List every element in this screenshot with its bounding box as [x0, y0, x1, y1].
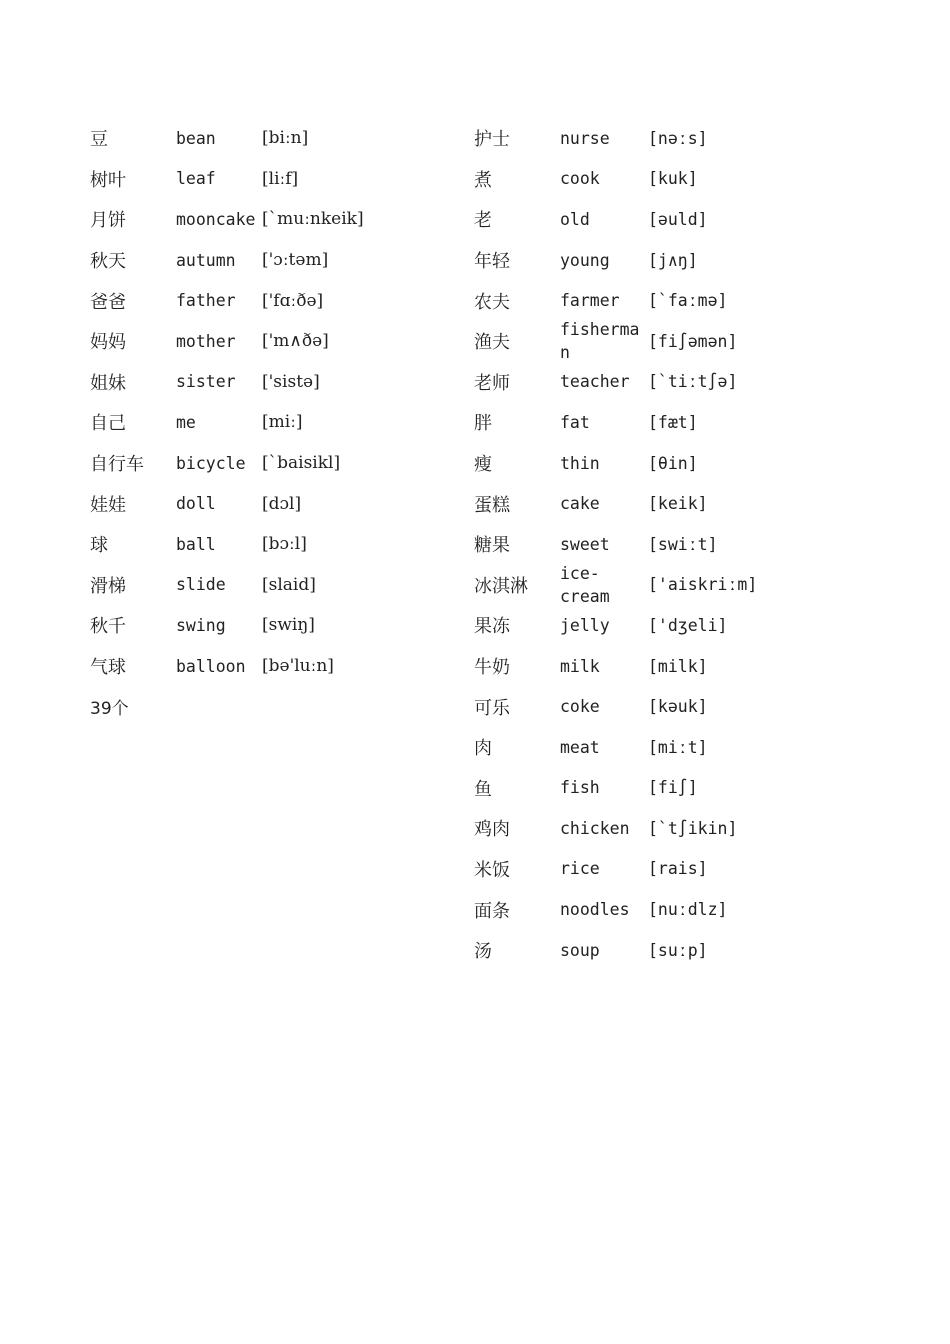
- chinese-word: 秋千: [90, 616, 126, 638]
- vocab-row: [474, 443, 757, 484]
- english-word: rice: [560, 859, 600, 879]
- chinese-word: 月饼: [90, 210, 126, 232]
- phonetic-transcription: [fi∫]: [648, 778, 698, 798]
- chinese-word: 老师: [474, 372, 510, 394]
- chinese-word: 妈妈: [90, 332, 126, 354]
- english-word: doll: [176, 494, 216, 514]
- phonetic-transcription: ['ɔːtəm]: [262, 250, 329, 271]
- vocab-row: [90, 321, 364, 362]
- english-word: balloon: [176, 656, 246, 676]
- chinese-word: 娃娃: [90, 494, 126, 516]
- vocab-row: [474, 402, 757, 443]
- vocab-row: [90, 118, 364, 159]
- phonetic-transcription: ['dʒeli]: [648, 615, 728, 635]
- chinese-word: 汤: [474, 941, 492, 963]
- english-word: farmer: [560, 291, 620, 311]
- phonetic-transcription: ['m∧ðə]: [262, 331, 329, 352]
- chinese-word: 米饭: [474, 859, 510, 881]
- phonetic-transcription: [`baisikl]: [262, 453, 341, 474]
- vocab-row: [474, 646, 757, 687]
- vocab-row: [474, 159, 757, 200]
- vocab-row: [474, 605, 757, 646]
- chinese-word: 老: [474, 210, 492, 232]
- english-word: ice- cream: [560, 563, 610, 606]
- phonetic-transcription: ['aiskriːm]: [648, 575, 758, 595]
- chinese-word: 农夫: [474, 291, 510, 313]
- chinese-word: 肉: [474, 738, 492, 760]
- english-word: fisherma n: [560, 320, 640, 363]
- vocab-row: [474, 768, 757, 809]
- phonetic-transcription: [kuk]: [648, 169, 698, 189]
- chinese-word: 年轻: [474, 251, 510, 273]
- vocab-row: [474, 483, 757, 524]
- chinese-word: 鸡肉: [474, 819, 510, 841]
- chinese-word: 姐妹: [90, 372, 126, 394]
- phonetic-transcription: [bɔːl]: [262, 534, 307, 555]
- vocab-row: [90, 159, 364, 200]
- vocab-row: [90, 362, 364, 403]
- chinese-word: 瘦: [474, 454, 492, 476]
- english-word: leaf: [176, 169, 216, 189]
- vocab-row: [90, 199, 364, 240]
- vocab-row: [90, 402, 364, 443]
- english-word: sister: [176, 372, 236, 392]
- english-word: nurse: [560, 128, 610, 148]
- english-word: mooncake: [176, 209, 256, 229]
- english-word: me: [176, 412, 196, 432]
- vocab-row: [474, 240, 757, 281]
- phonetic-transcription: [liːf]: [262, 168, 299, 189]
- vocab-row: [474, 362, 757, 403]
- vocab-row: [474, 727, 757, 768]
- phonetic-transcription: [milk]: [648, 656, 708, 676]
- english-word: milk: [560, 656, 600, 676]
- vocab-row: [90, 483, 364, 524]
- english-word: autumn: [176, 250, 236, 270]
- vocab-row: [474, 686, 757, 727]
- phonetic-transcription: [swiŋ]: [262, 615, 315, 636]
- vocab-row: [474, 849, 757, 890]
- english-word: young: [560, 250, 610, 270]
- english-word: fat: [560, 412, 590, 432]
- phonetic-transcription: [keik]: [648, 494, 708, 514]
- english-word: old: [560, 209, 590, 229]
- english-word: noodles: [560, 900, 630, 920]
- english-word: slide: [176, 575, 226, 595]
- phonetic-transcription: [miː]: [262, 412, 303, 433]
- vocab-row: [90, 646, 364, 687]
- vocab-row: [90, 280, 364, 321]
- chinese-word: 自己: [90, 413, 126, 435]
- vocab-row: [474, 280, 757, 321]
- chinese-word: 气球: [90, 657, 126, 679]
- phonetic-transcription: [əuld]: [648, 209, 708, 229]
- phonetic-transcription: [fi∫əmən]: [648, 331, 738, 351]
- chinese-word: 爸爸: [90, 291, 126, 313]
- chinese-word: 牛奶: [474, 657, 510, 679]
- english-word: cake: [560, 494, 600, 514]
- chinese-word: 鱼: [474, 778, 492, 800]
- vocab-row: [474, 524, 757, 565]
- phonetic-transcription: [miːt]: [648, 737, 708, 757]
- phonetic-transcription: [nəːs]: [648, 128, 708, 148]
- chinese-word: 面条: [474, 900, 510, 922]
- english-word: jelly: [560, 615, 610, 635]
- vocab-row: [474, 930, 757, 971]
- english-word: chicken: [560, 818, 630, 838]
- chinese-word: 可乐: [474, 697, 510, 719]
- phonetic-transcription: [`tiːt∫ə]: [648, 372, 738, 392]
- phonetic-transcription: [biːn]: [262, 128, 309, 149]
- phonetic-transcription: ['sistə]: [262, 371, 320, 392]
- english-word: father: [176, 291, 236, 311]
- english-word: meat: [560, 737, 600, 757]
- vocab-row: [474, 889, 757, 930]
- phonetic-transcription: [j∧ŋ]: [648, 250, 698, 270]
- english-word: bean: [176, 128, 216, 148]
- chinese-word: 渔夫: [474, 332, 510, 354]
- phonetic-transcription: [kəuk]: [648, 697, 708, 717]
- phonetic-transcription: [θin]: [648, 453, 698, 473]
- chinese-word: 自行车: [90, 454, 144, 476]
- vocab-row: [474, 321, 757, 362]
- english-word: swing: [176, 615, 226, 635]
- chinese-word: 滑梯: [90, 575, 126, 597]
- vocab-row: [474, 118, 757, 159]
- vocab-row: [90, 524, 364, 565]
- chinese-word: 球: [90, 535, 108, 557]
- phonetic-transcription: [dɔl]: [262, 493, 302, 514]
- vocab-row: [474, 199, 757, 240]
- phonetic-transcription: [suːp]: [648, 940, 708, 960]
- phonetic-transcription: ['fɑːðə]: [262, 290, 324, 311]
- chinese-word: 果冻: [474, 616, 510, 638]
- phonetic-transcription: [`t∫ikin]: [648, 818, 738, 838]
- chinese-word: 秋天: [90, 251, 126, 273]
- word-count: 39个: [90, 699, 129, 720]
- vocab-row: [474, 565, 757, 606]
- english-word: mother: [176, 331, 236, 351]
- chinese-word: 胖: [474, 413, 492, 435]
- english-word: teacher: [560, 372, 630, 392]
- phonetic-transcription: [fæt]: [648, 412, 698, 432]
- vocab-row: [90, 240, 364, 281]
- phonetic-transcription: [`muːnkeik]: [262, 209, 364, 230]
- chinese-word: 煮: [474, 169, 492, 191]
- english-word: thin: [560, 453, 600, 473]
- phonetic-transcription: [slaid]: [262, 574, 316, 595]
- left-vocab-column: [90, 118, 364, 727]
- english-word: ball: [176, 534, 216, 554]
- english-word: bicycle: [176, 453, 246, 473]
- english-word: coke: [560, 697, 600, 717]
- phonetic-transcription: [nuːdlz]: [648, 900, 728, 920]
- vocab-row: [90, 605, 364, 646]
- vocab-row: [474, 808, 757, 849]
- english-word: sweet: [560, 534, 610, 554]
- phonetic-transcription: [swiːt]: [648, 534, 718, 554]
- phonetic-transcription: [rais]: [648, 859, 708, 879]
- chinese-word: 护士: [474, 129, 510, 151]
- vocab-row: [90, 443, 364, 484]
- chinese-word: 树叶: [90, 169, 126, 191]
- right-vocab-column: [474, 118, 757, 970]
- vocab-row: [90, 565, 364, 606]
- phonetic-transcription: [`faːmə]: [648, 291, 728, 311]
- chinese-word: 豆: [90, 129, 108, 151]
- chinese-word: 糖果: [474, 535, 510, 557]
- phonetic-transcription: [bə'luːn]: [262, 656, 334, 677]
- chinese-word: 蛋糕: [474, 494, 510, 516]
- english-word: fish: [560, 778, 600, 798]
- english-word: cook: [560, 169, 600, 189]
- chinese-word: 冰淇淋: [474, 575, 528, 597]
- english-word: soup: [560, 940, 600, 960]
- word-count-row: [90, 686, 364, 727]
